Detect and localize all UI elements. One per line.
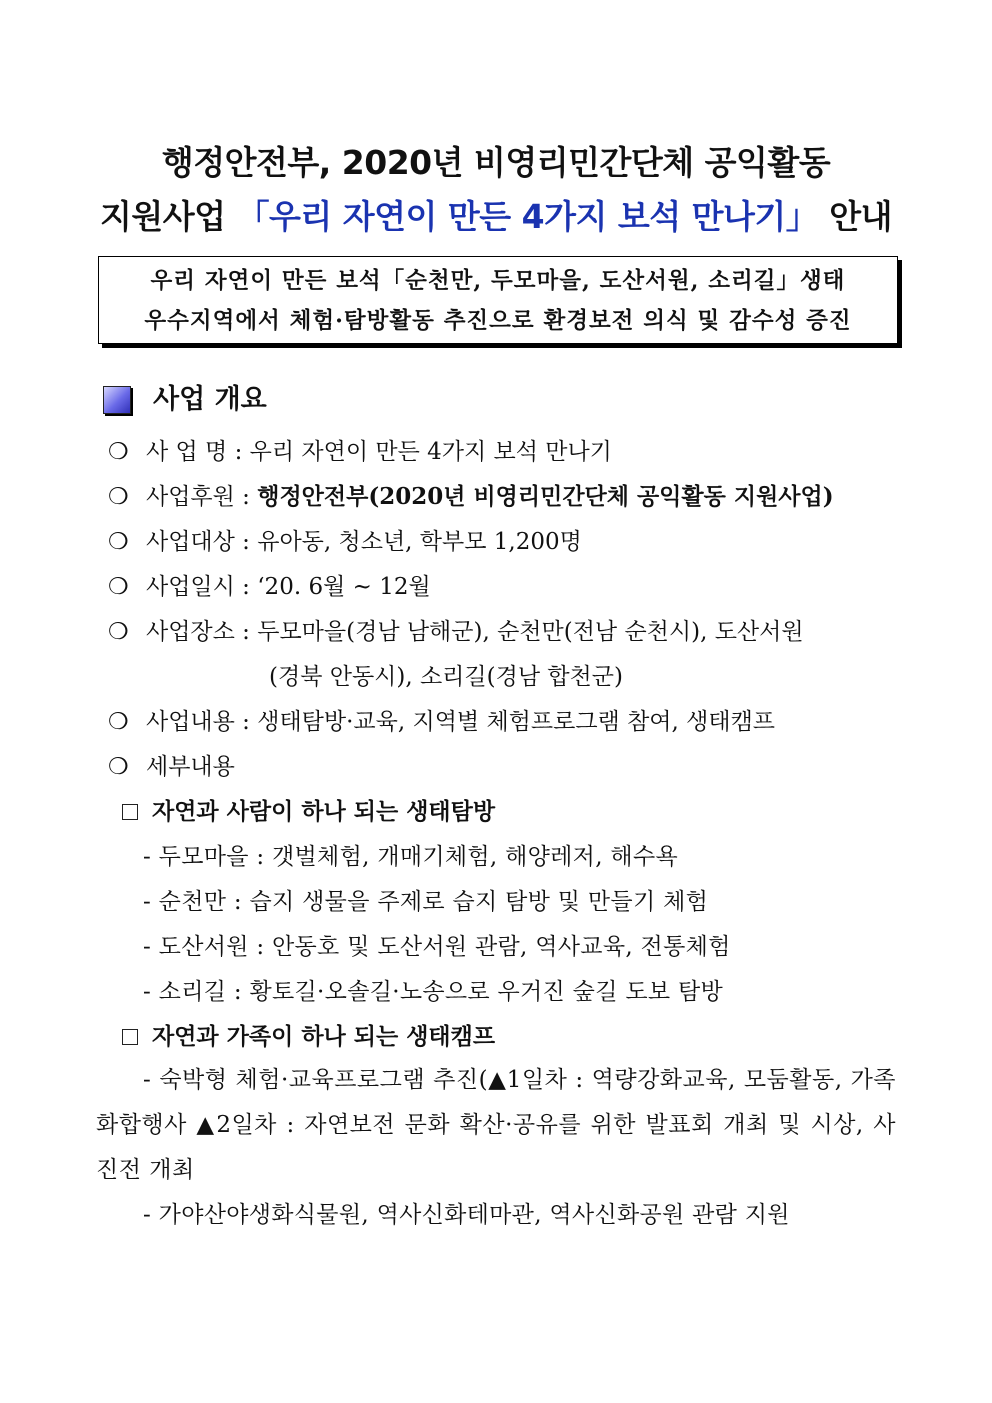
detail-line: - 순천만 : 습지 생물을 주제로 습지 탐방 및 만들기 체험 xyxy=(143,889,709,915)
title-prefix: 지원사업 xyxy=(100,197,226,236)
circle-bullet-icon: ❍ xyxy=(108,709,129,735)
item-value: 우리 자연이 만든 4가지 보석 만나기 xyxy=(249,439,612,465)
item-label: 사업대상 xyxy=(146,529,235,555)
item-label: 사업일시 xyxy=(146,574,235,600)
detail-group-1-title xyxy=(122,797,495,827)
circle-bullet-icon: ❍ xyxy=(108,574,129,600)
circle-bullet-icon: ❍ xyxy=(108,529,129,555)
item-value: ‘20. 6월 ~ 12월 xyxy=(257,574,431,600)
title-line-2 xyxy=(0,191,992,238)
item-target: ❍ 사업대상 : 유아동, 청소년, 학부모 1,200명 xyxy=(108,529,582,555)
checkbox-square-icon xyxy=(122,804,138,820)
circle-bullet-icon: ❍ xyxy=(108,484,129,510)
square-bullet-icon xyxy=(103,386,131,414)
summary-line-2: 우수지역에서 체험·탐방활동 추진으로 환경보전 의식 및 감수성 증진 xyxy=(144,308,852,334)
detail-line: - 가야산야생화식물원, 역사신화테마관, 역사신화공원 관람 지원 xyxy=(143,1202,790,1228)
item-date: ❍ 사업일시 : ‘20. 6월 ~ 12월 xyxy=(108,574,431,600)
checkbox-square-icon xyxy=(122,1029,138,1045)
detail-line: - 소리길 : 황토길·오솔길·노송으로 우거진 숲길 도보 탐방 xyxy=(143,979,724,1005)
section-title: 사업 개요 xyxy=(153,384,267,415)
circle-bullet-icon: ❍ xyxy=(108,754,129,780)
item-label: 사업후원 xyxy=(146,484,235,510)
item-sponsor: ❍ 사업후원 : 행정안전부(2020년 비영리민간단체 공익활동 지원사업) xyxy=(108,483,834,510)
group-title-text: 자연과 가족이 하나 되는 생태캠프 xyxy=(152,1023,496,1050)
item-details xyxy=(108,752,235,782)
item-label: 사업장소 xyxy=(146,619,235,645)
group-title-text: 자연과 사람이 하나 되는 생태탐방 xyxy=(152,798,496,825)
detail-line: - 두모마을 : 갯벌체험, 개매기체험, 해양레저, 해수욕 xyxy=(143,844,678,870)
item-value: 유아동, 청소년, 학부모 1,200명 xyxy=(257,529,582,555)
circle-bullet-icon: ❍ xyxy=(108,439,129,465)
title-suffix: 안내 xyxy=(829,197,892,236)
summary-box xyxy=(98,256,898,344)
item-value: 행정안전부(2020년 비영리민간단체 공익활동 지원사업) xyxy=(257,483,834,510)
title-highlight: 「우리 자연이 만든 4가지 보석 만나기」 xyxy=(236,197,819,236)
detail-paragraph: - 숙박형 체험·교육프로그램 추진(▲1일차 : 역량강화교육, 모둠활동, 가족화합행사 ▲2일차 : 자연보전 문화 확산·공유를 위한 발표회 개최 및 시상, 사진전 개최 xyxy=(96,1067,896,1183)
item-label: 사 업 명 xyxy=(146,439,228,465)
title-line-1: 행정안전부, 2020년 비영리민간단체 공익활동 xyxy=(161,143,831,182)
item-value: 생태탐방·교육, 지역별 체험프로그램 참여, 생태캠프 xyxy=(257,709,776,735)
item-label: 사업내용 xyxy=(146,709,235,735)
summary-line-1: 우리 자연이 만든 보석「순천만, 두모마을, 도산서원, 소리길」생태 xyxy=(150,268,846,294)
item-label: 세부내용 xyxy=(146,754,235,780)
item-location-cont: (경북 안동시), 소리길(경남 합천군) xyxy=(269,664,623,690)
circle-bullet-icon: ❍ xyxy=(108,619,129,645)
item-project-name: ❍ 사 업 명 : 우리 자연이 만든 4가지 보석 만나기 xyxy=(108,439,612,465)
item-value: 두모마을(경남 남해군), 순천만(전남 순천시), 도산서원 xyxy=(257,619,804,645)
detail-group-2-title xyxy=(122,1022,495,1052)
detail-line: - 도산서원 : 안동호 및 도산서원 관람, 역사교육, 전통체험 xyxy=(143,934,731,960)
item-location: ❍ 사업장소 : 두모마을(경남 남해군), 순천만(전남 순천시), 도산서원 xyxy=(108,619,804,645)
item-content: ❍ 사업내용 : 생태탐방·교육, 지역별 체험프로그램 참여, 생태캠프 xyxy=(108,709,776,735)
